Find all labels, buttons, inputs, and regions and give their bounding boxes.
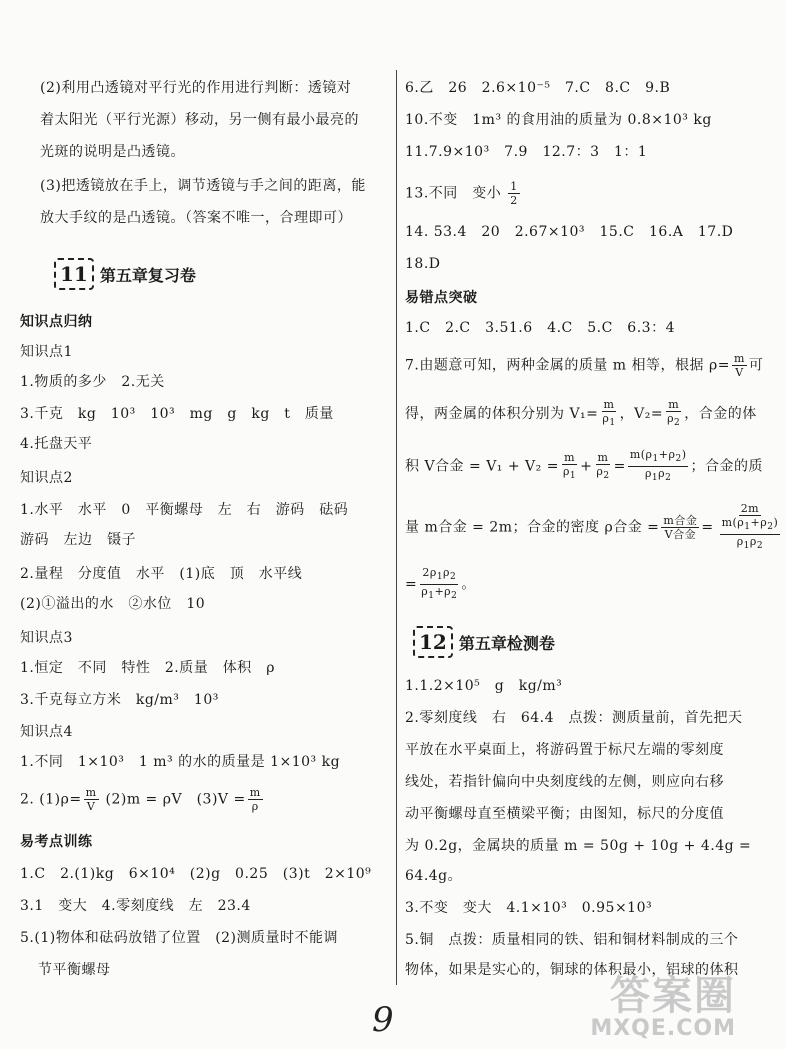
kp2-line: (2)①溢出的水 ②水位 10 (20, 596, 206, 612)
s12-line: 5.铜 点拨：质量相同的铁、铝和铜材料制成的三个 (405, 932, 739, 948)
column-divider (396, 70, 397, 985)
s12-line: 64.4g。 (405, 868, 463, 884)
section-11-header (54, 258, 196, 290)
s12-line: 物体，如果是实心的，铜球的体积最小，铝球的体积 (405, 962, 739, 978)
train-line: 3.1 变大 4.零刻度线 左 23.4 (20, 898, 251, 914)
s12-line: 3.不变 变大 4.1×10³ 0.95×10³ (405, 900, 653, 916)
intro-line: 放大手纹的是凸透镜。（答案不唯一，合理即可） (40, 210, 352, 226)
train-line: 1.C 2.(1)kg 6×10⁴ (2)g 0.25 (3)t 2×10⁹ (20, 866, 372, 882)
section-number-badge: 11 (54, 258, 94, 290)
fraction: $\frac{m}{\rho}$ (249, 786, 261, 813)
kp1-line: 3.千克 kg 10³ 10³ mg g kg t 质量 (20, 406, 334, 422)
q7-line: = $\frac{2\rho_1\rho_2}{\rho_1+\rho_2}$ 。 (405, 566, 476, 602)
kp2-line: 游码 左边 镊子 (20, 532, 136, 548)
answer-line: 10.不变 1m³ 的食用油的质量为 0.8×10³ kg (405, 112, 712, 128)
kp3-line: 1.恒定 不同 特性 2.质量 体积 ρ (20, 660, 275, 676)
q7-line: 积 V合金 = V₁ + V₂ = $\frac{m}{\rho_1}$ + $\frac{m}{\rho_2}$ = $\frac{m(\rho_1+\rho_2)}{\rho_1\rho_2}$ ；合金的质 (405, 448, 763, 484)
q7-line: 量 m合金 = 2m；合金的密度 ρ合金 = $\frac{\text{m合金}}{\text{V合金}}$ = $\frac{2m}{\frac{m(\rho_1+\rho_2)}{\rho_1\rho_2}}$ (405, 502, 786, 553)
section-12-header (413, 626, 555, 658)
kp1-line: 4.托盘天平 (20, 436, 93, 452)
intro-line: 着太阳光（平行光源）移动，另一侧有最小最亮的 (40, 112, 359, 128)
kp2-line: 2.量程 分度值 水平 (1)底 顶 水平线 (20, 566, 303, 582)
q7-line: 得，两金属的体积分别为 V₁= $\frac{m}{\rho_1}$ ，V₂= $\frac{m}{\rho_2}$ ，合金的体 (405, 398, 757, 429)
fraction: $\frac{m}{V}$ (733, 352, 745, 379)
s12-line: 平放在水平桌面上，将游码置于标尺左端的零刻度 (405, 742, 724, 758)
intro-line: (2)利用凸透镜对平行光的作用进行判断：透镜对 (40, 80, 352, 96)
fraction: $\frac{1}{2}$ (510, 180, 518, 207)
q7-line: 7.由题意可知，两种金属的质量 m 相等，根据 ρ= $\frac{m}{V}$ 可 (405, 352, 764, 379)
error-heading: 易错点突破 (405, 290, 478, 306)
s12-line: 2.零刻度线 右 64.4 点拨：测质量前，首先把天 (405, 710, 743, 726)
fraction: $\frac{2m}{\frac{m(\rho_1+\rho_2)}{\rho_1\rho_2}}$ (721, 502, 779, 552)
answer-line: 14. 53.4 20 2.67×10³ 15.C 16.A 17.D (405, 224, 734, 240)
watermark-logo-text: 答案圈 (610, 973, 736, 1019)
answer-line: 13.不同 变小 $\frac{1}{2}$ (405, 180, 518, 207)
fraction: $\frac{m(\rho_1+\rho_2)}{\rho_1\rho_2}$ (629, 448, 687, 484)
fraction: $\frac{m}{\rho_1}$ (602, 398, 616, 429)
fraction: $\frac{m}{\rho_2}$ (667, 398, 681, 429)
site-watermark (590, 975, 736, 1041)
s12-line: 1.1.2×10⁵ g kg/m³ (405, 678, 563, 694)
kp1-line: 1.物质的多少 2.无关 (20, 374, 165, 390)
train-line: 节平衡螺母 (38, 962, 111, 978)
s12-line: 动平衡螺母直至横梁平衡；由图知，标尺的分度值 (405, 806, 724, 822)
s12-line: 为 0.2g，金属块的质量 m = 50g + 10g + 4.4g = (405, 838, 752, 854)
answer-line: 11.7.9×10³ 7.9 12.7：3 1：1 (405, 144, 648, 160)
train-line: 5.(1)物体和砝码放错了位置 (2)测质量时不能调 (20, 930, 339, 946)
intro-line: (3)把透镜放在手上，调节透镜与手之间的距离，能 (40, 178, 366, 194)
training-heading: 易考点训练 (20, 834, 93, 850)
answer-line: 1.C 2.C 3.51.6 4.C 5.C 6.3：4 (405, 320, 675, 336)
page-number: 9 (372, 1000, 394, 1040)
fraction: $\frac{2\rho_1\rho_2}{\rho_1+\rho_2}$ (421, 566, 458, 602)
kp2-line: 1.水平 水平 0 平衡螺母 左 右 游码 砝码 (20, 502, 349, 518)
answer-line: 18.D (405, 256, 441, 272)
kp-label: 知识点2 (20, 470, 73, 486)
section-title: 第五章复习卷 (99, 265, 196, 285)
kp-label: 知识点4 (20, 724, 73, 740)
knowledge-heading: 知识点归纳 (20, 314, 93, 330)
answer-line: 6.乙 26 2.6×10⁻⁵ 7.C 8.C 9.B (405, 80, 671, 96)
fraction: $\frac{\text{m合金}}{\text{V合金}}$ (663, 514, 698, 542)
section-number-badge: 12 (413, 626, 453, 658)
kp-label: 知识点1 (20, 344, 73, 360)
fraction: $\frac{m}{V}$ (85, 786, 97, 813)
intro-line: 光斑的说明是凸透镜。 (40, 144, 185, 160)
kp4-formula-line: 2. (1)ρ= $\frac{m}{V}$ (2)m = ρV (3)V = $\frac{m}{\rho}$ (20, 786, 261, 813)
section-title: 第五章检测卷 (458, 633, 555, 653)
fraction: $\frac{m}{\rho_1}$ (562, 450, 577, 481)
fraction: $\frac{m}{\rho_2}$ (596, 450, 610, 481)
kp3-line: 3.千克每立方米 kg/m³ 10³ (20, 692, 219, 708)
s12-line: 线处，若指针偏向中央刻度线的左侧，则应向右移 (405, 774, 724, 790)
watermark-url: MXQE.COM (590, 1016, 736, 1041)
kp-label: 知识点3 (20, 630, 73, 646)
kp4-line: 1.不同 1×10³ 1 m³ 的水的质量是 1×10³ kg (20, 754, 341, 770)
